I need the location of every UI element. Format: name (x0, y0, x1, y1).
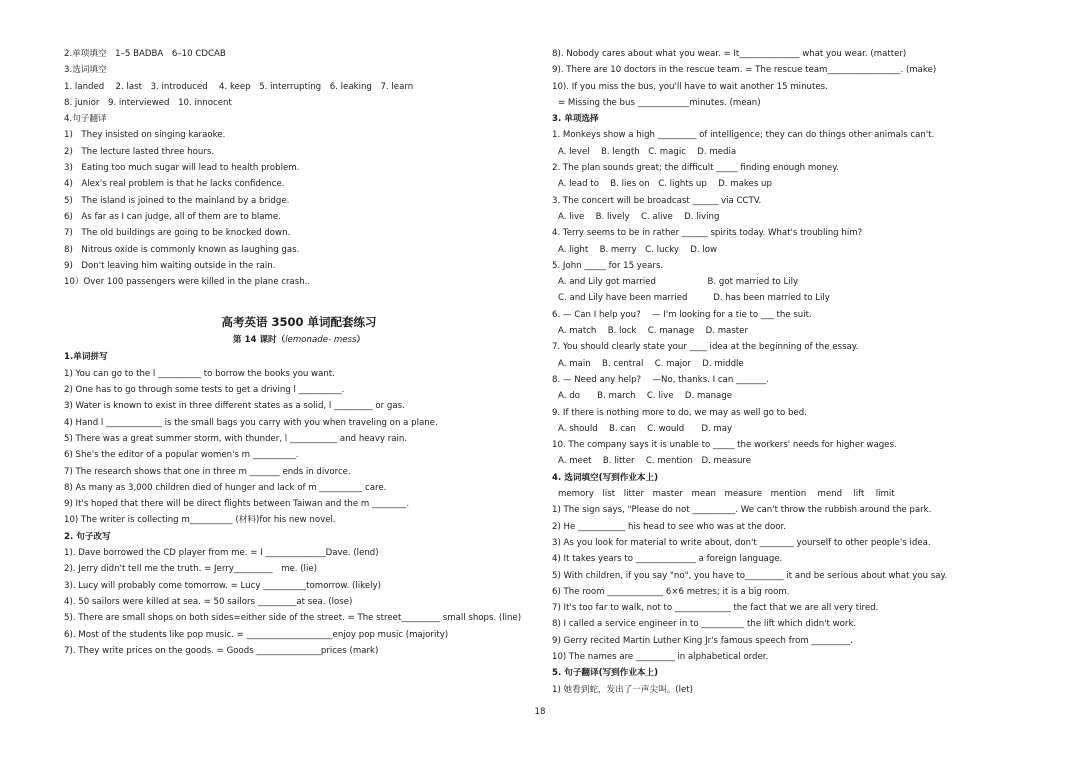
exercise-line: 9. If there is nothing more to do, we may as well go to bed. (552, 407, 807, 418)
exercise-line: 7). They write prices on the goods. = Goods _______________prices (mark) (64, 645, 379, 656)
exercise-line: 5. John _____ for 15 years. (552, 260, 664, 271)
exercise-line: 9) Gerry recited Martin Luther King Jr's famous speech from _________. (552, 635, 853, 646)
answer-line: 7) The old buildings are going to be knocked down. (64, 228, 291, 239)
option-line: A. level B. length C. magic D. media (558, 146, 737, 157)
answer-line: 3.选词填空 (64, 65, 107, 76)
answer-key (64, 46, 534, 290)
exercise-line: 6) She's the editor of a popular women's m __________. (64, 450, 299, 461)
section-heading: 3. 单项选择 (552, 114, 599, 125)
answer-line: 8) Nitrous oxide is commonly known as laughing gas. (64, 244, 300, 255)
lesson-title: 高考英语 3500 单词配套练习 (221, 315, 377, 330)
exercise-line: 9). There are 10 doctors in the rescue team. = The rescue team_________________. (make) (552, 65, 937, 76)
exercise-line: 4) It takes years to ______________ a foreign language. (552, 554, 783, 565)
section-heading: 1.单词拼写 (64, 352, 108, 363)
option-line: memory list litter master mean measure mention mend lift limit (558, 489, 895, 500)
answer-line: 1. landed 2. last 3. introduced 4. keep 5. interrupting 6. leaking 7. learn (64, 81, 414, 92)
page-number: 18 (534, 707, 546, 717)
exercise-line: 4. Terry seems to be in rather ______ spirits today. What's troubling him? (552, 228, 863, 239)
answer-line: 1) They insisted on singing karaoke. (64, 130, 226, 141)
section-heading: 2. 句子改写 (64, 531, 111, 542)
exercise-line: 2). Jerry didn't tell me the truth. = Jerry_________ me. (lie) (64, 564, 317, 575)
exercise-line: 1. Monkeys show a high _________ of intelligence; they can do things other animals can't. (552, 130, 935, 141)
answer-line: 10）Over 100 passengers were killed in the plane crash.. (64, 277, 311, 288)
exercise-line: 1). Dave borrowed the CD player from me. = I ______________Dave. (lend) (64, 548, 379, 559)
exercise-line: 6. — Can I help you? — I'm looking for a tie to ___ the suit. (552, 309, 812, 320)
exercise-line: 1) 她看到蛇，发出了一声尖叫。(let) (552, 684, 694, 695)
exercise-line: 7. You should clearly state your ____ idea at the beginning of the essay. (552, 342, 859, 353)
answer-line: 4.句子翻译 (64, 114, 107, 125)
answer-line: 8. junior 9. interviewed 10. innocent (64, 97, 232, 108)
exercise-list-continued (552, 46, 1022, 698)
exercise-line: 9) It's hoped that there will be direct flights between Taiwan and the m ________. (64, 499, 410, 510)
answer-line: 9) Don't leaving him waiting outside in the rain. (64, 260, 276, 271)
exercise-line: 3) As you look for material to write about, don't ________ yourself to other people's idea. (552, 537, 931, 548)
exercise-line: 4) Hand l _____________ is the small bags you carry with you when traveling on a plane. (64, 417, 438, 428)
option-line: A. meet B. litter C. mention D. measure (558, 456, 752, 467)
answer-line: 6) As far as I can judge, all of them are to blame. (64, 211, 281, 222)
exercise-line: 1) The sign says, "Please do not __________. We can't throw the rubbish around the park. (552, 505, 932, 516)
section-spacer (64, 290, 534, 312)
option-line: A. live B. lively C. alive D. living (558, 211, 720, 222)
answer-line: 2.单项填空 1–5 BADBA 6–10 CDCAB (64, 49, 226, 59)
option-line: A. light B. merry C. lucky D. low (558, 244, 718, 255)
lesson-subtitle-end: ） (356, 335, 366, 346)
exercise-line: 2) One has to go through some tests to get a driving l __________. (64, 385, 345, 396)
option-line: A. match B. lock C. manage D. master (558, 326, 748, 337)
option-line: A. and Lily got married B. got married to Lily (558, 277, 799, 288)
exercise-line: 6) The room _____________ 6×6 metres; it is a big room. (552, 586, 790, 597)
exercise-line: 2. The plan sounds great; the difficult _____ finding enough money. (552, 163, 839, 174)
exercise-line: 10). If you miss the bus, you'll have to wait another 15 minutes. (552, 81, 828, 92)
lesson-subtitle (64, 332, 534, 349)
exercise-line: 8. — Need any help? —No, thanks. I can _______. (552, 374, 769, 385)
exercise-line: 1) You can go to the l __________ to borrow the books you want. (64, 368, 335, 379)
exercise-line: 7) It's too far to walk, not to _____________ the fact that we are all very tired. (552, 603, 879, 614)
exercise-line: 7) The research shows that one in three m _______ ends in divorce. (64, 466, 351, 477)
option-line: C. and Lily have been married D. has been married to Lily (558, 293, 830, 304)
answer-line: 4) Alex's real problem is that he lacks confidence. (64, 179, 285, 190)
option-line: = Missing the bus ____________minutes. (mean) (558, 97, 761, 108)
exercise-line: 8). Nobody cares about what you wear. = It______________ what you wear. (matter) (552, 49, 907, 59)
answer-line: 2) The lecture lasted three hours. (64, 146, 215, 157)
exercise-line: 5). There are small shops on both sides=either side of the street. = The street_________ small shops. (line) (64, 613, 522, 624)
exercise-line: 8) As many as 3,000 children died of hunger and lack of m __________ care. (64, 482, 387, 493)
exercise-line: 4). 50 sailors were killed at sea. = 50 sailors _________at sea. (lose) (64, 596, 353, 607)
option-line: A. do B. march C. live D. manage (558, 391, 733, 402)
exercise-line: 3). Lucy will probably come tomorrow. = Lucy __________tomorrow. (likely) (64, 580, 381, 591)
exercise-line: 3. The concert will be broadcast ______ via CCTV. (552, 195, 762, 206)
section-heading: 5. 句子翻译(写到作业本上) (552, 668, 659, 679)
exercise-line: 2) He ___________ his head to see who was at the door. (552, 521, 787, 532)
exercise-list (64, 349, 534, 659)
option-line: A. should B. can C. would D. may (558, 423, 733, 434)
exercise-line: 8) I called a service engineer in to __________ the lift which didn't work. (552, 619, 857, 630)
answer-line: 3) Eating too much sugar will lead to health problem. (64, 163, 300, 174)
option-line: A. lead to B. lies on C. lights up D. makes up (558, 179, 772, 190)
section-heading: 4. 选词填空(写到作业本上) (552, 472, 659, 483)
exercise-line: 3) Water is known to exist in three different states as a solid, l _________ or gas. (64, 401, 405, 412)
lesson-subtitle-text: 第 14 课时（ (232, 335, 286, 346)
exercise-line: 10. The company says it is unable to _____ the workers' needs for higher wages. (552, 440, 897, 451)
left-column (64, 46, 534, 659)
exercise-line: 10) The writer is collecting m__________ (材料)for his new novel. (64, 515, 336, 526)
lesson-word-range: lemonade- mess (285, 335, 357, 346)
exercise-line: 10) The names are _________ in alphabetical order. (552, 651, 769, 662)
exercise-line: 6). Most of the students like pop music. = ____________________enjoy pop music (majority) (64, 629, 449, 640)
exercise-line: 5) There was a great summer storm, with thunder, l ___________ and heavy rain. (64, 433, 408, 444)
exercise-line: 5) With children, if you say "no", you have to_________ it and be serious about what you say. (552, 570, 948, 581)
answer-line: 5) The island is joined to the mainland by a bridge. (64, 195, 290, 206)
option-line: A. main B. central C. major D. middle (558, 358, 744, 369)
right-column (552, 46, 1022, 698)
